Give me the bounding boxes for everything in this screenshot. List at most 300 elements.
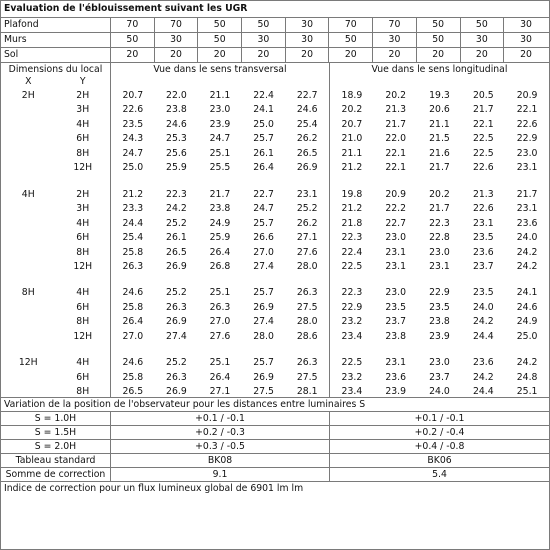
ugr-value: 25.4 <box>296 118 318 130</box>
ugr-value: 21.1 <box>341 147 363 159</box>
ugr-value: 24.6 <box>166 118 187 130</box>
ugr-value: 26.3 <box>296 357 318 369</box>
dimension-row <box>1 202 110 216</box>
ugr-value: 22.8 <box>429 232 450 244</box>
variation-label: Variation de la position de l'observateur pour les distances entre luminaires S <box>1 398 549 412</box>
ugr-value: 24.0 <box>516 232 538 244</box>
ugr-value: 23.3 <box>122 203 144 215</box>
transversal-row <box>111 161 329 175</box>
standard-table-transversal: BK08 <box>111 454 330 467</box>
ugr-value: 21.3 <box>472 188 494 200</box>
ugr-value: 26.5 <box>296 147 318 159</box>
ugr-value: 21.7 <box>429 162 450 174</box>
ugr-value: 26.5 <box>166 246 187 258</box>
ugr-value: 23.5 <box>472 287 494 299</box>
ugr-value: 25.7 <box>253 217 274 229</box>
longitudinal-row <box>330 286 549 300</box>
header-cell: 50 <box>329 33 373 47</box>
ugr-value: 23.2 <box>341 316 363 328</box>
ugr-value: 27.5 <box>253 386 274 398</box>
ugr-value: 24.6 <box>296 104 318 116</box>
ugr-value: 22.7 <box>296 90 318 101</box>
ugr-value: 24.4 <box>472 386 494 398</box>
dimension-row <box>1 103 110 117</box>
ugr-value: 24.2 <box>472 316 494 328</box>
y-label: Y <box>79 76 86 87</box>
variation-transversal: +0.3 / -0.5 <box>111 440 330 453</box>
ugr-value: 22.9 <box>429 287 450 299</box>
ugr-value: 26.4 <box>253 162 274 174</box>
dimension-y: 12H <box>73 330 93 342</box>
x-label: X <box>25 76 32 87</box>
ugr-value: 20.7 <box>341 118 363 130</box>
longitudinal-row <box>330 89 549 103</box>
dimension-y: 6H <box>76 232 90 244</box>
ugr-value: 23.1 <box>472 217 494 229</box>
dimension-y: 12H <box>73 260 93 272</box>
ugr-value: 26.2 <box>296 133 318 145</box>
ugr-value: 22.9 <box>516 133 538 145</box>
header-row-label: Murs <box>1 33 111 47</box>
ugr-value: 22.6 <box>472 162 494 174</box>
variation-row <box>1 440 549 454</box>
ugr-value: 26.3 <box>296 287 318 299</box>
transversal-row <box>111 301 329 315</box>
transversal-row <box>111 246 329 260</box>
ugr-value: 28.1 <box>296 386 318 398</box>
ugr-value: 26.3 <box>122 260 144 272</box>
header-cell: 20 <box>417 48 461 62</box>
ugr-value: 22.1 <box>516 104 538 116</box>
ugr-value: 26.8 <box>209 260 231 272</box>
dimension-row <box>1 217 110 231</box>
dimension-x <box>1 147 56 161</box>
ugr-value: 24.0 <box>429 386 450 398</box>
ugr-value: 27.5 <box>296 301 318 313</box>
longitudinal-row <box>330 217 549 231</box>
ugr-value: 23.1 <box>385 246 407 258</box>
ugr-value: 24.9 <box>516 316 538 328</box>
ugr-value: 20.2 <box>341 104 363 116</box>
transversal-row <box>111 132 329 146</box>
ugr-value: 24.7 <box>122 147 144 159</box>
header-cell: 20 <box>329 48 373 62</box>
ugr-value: 24.1 <box>516 287 538 299</box>
ugr-value: 25.6 <box>166 147 187 159</box>
ugr-value: 26.4 <box>209 246 231 258</box>
ugr-value: 26.9 <box>166 260 187 272</box>
ugr-value: 27.5 <box>296 371 318 383</box>
correction-note: Indice de correction pour un flux lumineux global de 6901 lm lm <box>4 483 304 494</box>
ugr-value: 26.1 <box>253 147 274 159</box>
ugr-value: 25.5 <box>209 162 231 174</box>
ugr-value: 20.9 <box>516 90 538 101</box>
ugr-value: 25.2 <box>166 287 187 299</box>
standard-table-label: Tableau standard <box>1 454 111 467</box>
ugr-value: 27.0 <box>209 316 231 328</box>
ugr-value: 22.9 <box>341 301 363 313</box>
ugr-value: 23.0 <box>385 287 407 299</box>
ugr-value: 26.2 <box>296 217 318 229</box>
transversal-row <box>111 89 329 103</box>
dimension-y: 3H <box>76 203 90 215</box>
ugr-value: 26.9 <box>253 371 274 383</box>
dimension-row <box>1 188 110 202</box>
dimension-x <box>1 330 56 344</box>
ugr-value: 21.7 <box>429 203 450 215</box>
ugr-value: 25.7 <box>253 133 274 145</box>
longitudinal-row <box>330 231 549 245</box>
dimension-row <box>1 246 110 260</box>
correction-sum-transversal: 9.1 <box>111 468 330 481</box>
ugr-value: 23.0 <box>209 104 231 116</box>
ugr-value: 25.1 <box>516 386 538 398</box>
ugr-value: 19.3 <box>429 90 450 101</box>
header-row-label: Sol <box>1 48 111 62</box>
ugr-value: 24.0 <box>472 301 494 313</box>
header-cell: 70 <box>155 18 199 32</box>
transversal-column <box>111 63 330 397</box>
longitudinal-row <box>330 371 549 385</box>
ugr-value: 23.1 <box>385 260 407 272</box>
dimension-y: 2H <box>76 90 90 101</box>
ugr-value: 25.4 <box>122 232 144 244</box>
dimension-row <box>1 147 110 161</box>
ugr-value: 21.6 <box>429 147 450 159</box>
transversal-row <box>111 188 329 202</box>
dimension-x <box>1 103 56 117</box>
ugr-value: 23.1 <box>516 203 538 215</box>
transversal-row <box>111 315 329 329</box>
ugr-value: 22.3 <box>166 188 187 200</box>
ugr-value: 28.6 <box>296 330 318 342</box>
ugr-value: 22.7 <box>385 217 407 229</box>
ugr-value: 24.8 <box>516 371 538 383</box>
correction-sum-label: Somme de correction <box>1 468 111 481</box>
ugr-value: 22.1 <box>385 162 407 174</box>
ugr-value: 27.1 <box>296 232 318 244</box>
ugr-value: 23.5 <box>385 301 407 313</box>
dimension-x <box>1 385 56 399</box>
dimension-row <box>1 260 110 274</box>
ugr-value: 27.6 <box>296 246 318 258</box>
ugr-value: 22.0 <box>385 133 407 145</box>
ugr-value: 26.4 <box>209 371 231 383</box>
dimension-x: 12H <box>18 357 38 369</box>
ugr-value: 24.2 <box>472 371 494 383</box>
variation-longitudinal: +0.2 / -0.4 <box>414 427 465 438</box>
ugr-value: 26.5 <box>122 386 144 398</box>
dimension-x <box>1 202 56 216</box>
dimension-x <box>1 118 56 132</box>
variation-row <box>1 426 549 440</box>
dimension-y: 8H <box>76 246 90 258</box>
correction-sum-longitudinal: 5.4 <box>432 469 447 480</box>
dimension-x <box>1 371 56 385</box>
ugr-value: 20.2 <box>429 188 450 200</box>
dimension-row <box>1 371 110 385</box>
ugr-value: 26.3 <box>166 371 187 383</box>
longitudinal-row <box>330 103 549 117</box>
xy-labels <box>1 75 110 88</box>
ugr-value: 23.2 <box>341 371 363 383</box>
dimension-x <box>1 231 56 245</box>
longitudinal-row <box>330 118 549 132</box>
ugr-value: 24.6 <box>122 287 144 299</box>
transversal-row <box>111 217 329 231</box>
dimension-row <box>1 330 110 344</box>
header-rows <box>1 18 549 63</box>
header-cell: 70 <box>111 18 155 32</box>
ugr-value: 22.0 <box>166 90 187 101</box>
ugr-value: 25.1 <box>209 287 231 299</box>
header-cell: 20 <box>373 48 417 62</box>
ugr-value: 25.0 <box>253 118 274 130</box>
longitudinal-row <box>330 202 549 216</box>
ugr-value: 25.7 <box>253 287 274 299</box>
dimension-row <box>1 118 110 132</box>
ugr-value: 25.3 <box>166 133 187 145</box>
ugr-value: 25.7 <box>253 357 274 369</box>
ugr-value: 23.0 <box>429 357 450 369</box>
transversal-row <box>111 103 329 117</box>
ugr-value: 20.6 <box>429 104 450 116</box>
dimension-x: 8H <box>21 287 35 299</box>
longitudinal-row <box>330 385 549 399</box>
ugr-value: 27.6 <box>209 330 231 342</box>
header-row <box>1 18 549 33</box>
ugr-value: 26.4 <box>122 316 144 328</box>
dimension-y: 3H <box>76 104 90 116</box>
ugr-value: 23.1 <box>385 357 407 369</box>
dimension-y: 4H <box>76 118 90 130</box>
dimension-y: 8H <box>76 386 90 398</box>
ugr-value: 23.6 <box>516 217 538 229</box>
ugr-value: 24.2 <box>516 357 538 369</box>
ugr-value: 25.8 <box>122 371 144 383</box>
ugr-value: 21.2 <box>341 162 363 174</box>
dimension-row <box>1 301 110 315</box>
header-cell: 20 <box>286 48 330 62</box>
ugr-value: 22.5 <box>472 133 494 145</box>
dimensions-label: Dimensions du local <box>8 64 103 75</box>
dimension-y: 12H <box>73 162 93 174</box>
variation-spacing: S = 1.0H <box>1 412 111 425</box>
transversal-row <box>111 371 329 385</box>
ugr-value: 24.4 <box>472 330 494 342</box>
ugr-value: 21.1 <box>209 90 231 101</box>
dimension-y: 6H <box>76 371 90 383</box>
longitudinal-row <box>330 356 549 370</box>
variation-rows <box>1 412 549 454</box>
ugr-value: 23.7 <box>472 260 494 272</box>
ugr-value: 21.8 <box>341 217 363 229</box>
ugr-value: 26.9 <box>253 301 274 313</box>
ugr-value: 20.2 <box>385 90 407 101</box>
transversal-row <box>111 118 329 132</box>
ugr-value: 20.9 <box>385 188 407 200</box>
ugr-value: 21.7 <box>209 188 231 200</box>
ugr-value: 28.0 <box>296 260 318 272</box>
variation-transversal: +0.1 / -0.1 <box>111 412 330 425</box>
dimension-row <box>1 132 110 146</box>
dimension-x <box>1 260 56 274</box>
variation-row <box>1 412 549 426</box>
ugr-value: 24.9 <box>209 217 231 229</box>
ugr-value: 21.7 <box>472 104 494 116</box>
ugr-data-area <box>1 63 549 398</box>
variation-spacing: S = 1.5H <box>1 426 111 439</box>
transversal-row <box>111 231 329 245</box>
page-title: Evaluation de l'éblouissement suivant les UGR <box>1 1 549 18</box>
ugr-value: 24.2 <box>166 203 187 215</box>
ugr-value: 26.3 <box>166 301 187 313</box>
ugr-value: 23.6 <box>385 371 407 383</box>
ugr-value: 21.5 <box>429 133 450 145</box>
longitudinal-row <box>330 188 549 202</box>
ugr-value: 27.1 <box>209 386 231 398</box>
ugr-value: 22.3 <box>341 287 363 299</box>
ugr-value: 23.5 <box>122 118 144 130</box>
transversal-label: Vue dans le sens transversal <box>153 64 287 75</box>
header-row <box>1 33 549 48</box>
longitudinal-row <box>330 330 549 344</box>
dimension-x <box>1 246 56 260</box>
ugr-value: 22.5 <box>341 260 363 272</box>
longitudinal-column <box>330 63 549 397</box>
ugr-value: 22.1 <box>472 118 494 130</box>
ugr-value: 20.5 <box>472 90 494 101</box>
dimension-row <box>1 89 110 103</box>
ugr-value: 23.9 <box>385 386 407 398</box>
ugr-value: 27.0 <box>253 246 274 258</box>
ugr-value: 23.5 <box>472 232 494 244</box>
ugr-value: 22.3 <box>341 232 363 244</box>
header-cell: 30 <box>373 33 417 47</box>
ugr-value: 23.9 <box>429 330 450 342</box>
ugr-value: 23.8 <box>166 104 187 116</box>
transversal-row <box>111 286 329 300</box>
correction-sum-row <box>1 468 549 482</box>
ugr-value: 25.2 <box>296 203 318 215</box>
ugr-value: 25.2 <box>166 357 187 369</box>
ugr-value: 25.1 <box>209 357 231 369</box>
header-cell: 30 <box>242 33 286 47</box>
header-cell: 50 <box>417 18 461 32</box>
ugr-value: 25.9 <box>166 162 187 174</box>
ugr-value: 18.9 <box>341 90 363 101</box>
variation-transversal: +0.2 / -0.3 <box>111 426 330 439</box>
ugr-value: 22.6 <box>122 104 144 116</box>
header-cell: 20 <box>111 48 155 62</box>
ugr-value: 23.5 <box>429 301 450 313</box>
ugr-value: 22.5 <box>341 357 363 369</box>
ugr-value: 23.7 <box>385 316 407 328</box>
ugr-value: 24.2 <box>516 260 538 272</box>
ugr-value: 25.0 <box>516 330 538 342</box>
ugr-value: 21.1 <box>429 118 450 130</box>
ugr-value: 27.0 <box>122 330 144 342</box>
longitudinal-row <box>330 315 549 329</box>
ugr-value: 25.2 <box>166 217 187 229</box>
header-cell: 50 <box>242 18 286 32</box>
header-cell: 50 <box>111 33 155 47</box>
dimension-x <box>1 132 56 146</box>
transversal-row <box>111 260 329 274</box>
ugr-value: 21.3 <box>385 104 407 116</box>
dimension-row <box>1 231 110 245</box>
ugr-value: 20.7 <box>122 90 144 101</box>
transversal-row <box>111 385 329 399</box>
ugr-value: 23.0 <box>385 232 407 244</box>
header-cell: 20 <box>242 48 286 62</box>
longitudinal-row <box>330 301 549 315</box>
ugr-value: 23.9 <box>209 118 231 130</box>
ugr-value: 21.7 <box>385 118 407 130</box>
ugr-value: 22.4 <box>341 246 363 258</box>
ugr-value: 26.6 <box>253 232 274 244</box>
ugr-value: 23.0 <box>516 147 538 159</box>
dimension-x <box>1 217 56 231</box>
header-cell: 50 <box>198 33 242 47</box>
ugr-value: 21.2 <box>122 188 144 200</box>
ugr-value: 23.1 <box>296 188 318 200</box>
ugr-value: 19.8 <box>341 188 363 200</box>
header-cell: 20 <box>198 48 242 62</box>
ugr-value: 24.2 <box>516 246 538 258</box>
ugr-value: 22.5 <box>472 147 494 159</box>
variation-longitudinal: +0.1 / -0.1 <box>414 413 465 424</box>
ugr-value: 22.6 <box>472 203 494 215</box>
ugr-value: 25.9 <box>209 232 231 244</box>
ugr-value: 24.4 <box>122 217 144 229</box>
dimension-y: 4H <box>76 217 90 229</box>
ugr-value: 21.7 <box>516 188 538 200</box>
ugr-value: 23.1 <box>516 162 538 174</box>
ugr-value: 22.1 <box>385 147 407 159</box>
header-cell: 30 <box>155 33 199 47</box>
longitudinal-row <box>330 246 549 260</box>
ugr-value: 23.8 <box>209 203 231 215</box>
dimension-y: 8H <box>76 147 90 159</box>
header-cell: 30 <box>520 34 532 45</box>
ugr-value: 23.7 <box>429 371 450 383</box>
dimension-x: 4H <box>21 188 35 200</box>
ugr-value: 22.2 <box>385 203 407 215</box>
longitudinal-row <box>330 132 549 146</box>
dimension-x <box>1 161 56 175</box>
header-cell: 30 <box>286 18 330 32</box>
ugr-value: 24.7 <box>209 133 231 145</box>
ugr-value: 26.9 <box>296 162 318 174</box>
dimension-x: 2H <box>21 90 35 101</box>
header-cell: 20 <box>461 48 505 62</box>
dimension-y: 4H <box>76 357 90 369</box>
ugr-value: 27.4 <box>253 260 274 272</box>
header-cell: 50 <box>461 18 505 32</box>
ugr-value: 26.3 <box>209 301 231 313</box>
longitudinal-row <box>330 161 549 175</box>
longitudinal-row <box>330 260 549 274</box>
transversal-row <box>111 356 329 370</box>
ugr-value: 24.7 <box>253 203 274 215</box>
header-row <box>1 48 549 63</box>
transversal-row <box>111 330 329 344</box>
dimension-row <box>1 161 110 175</box>
ugr-value: 24.6 <box>516 301 538 313</box>
header-cell: 20 <box>155 48 199 62</box>
ugr-value: 25.8 <box>122 246 144 258</box>
